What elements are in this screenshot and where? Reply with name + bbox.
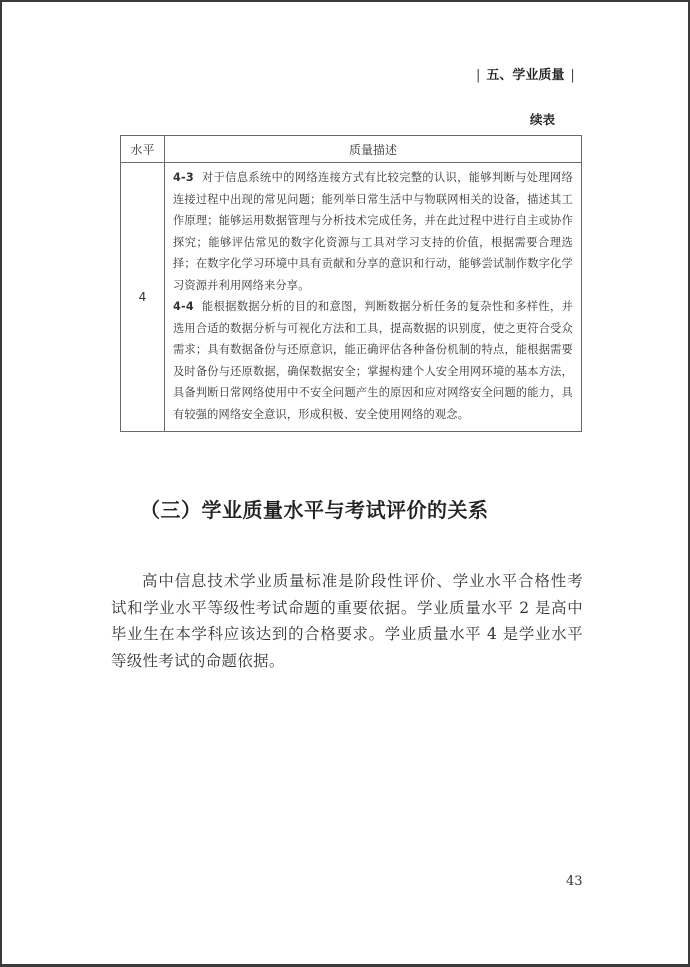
running-head-title: 五、学业质量	[486, 68, 565, 83]
item-text: 对于信息系统中的网络连接方式有比较完整的认识，能够判断与处理网络连接过程中出现的常见问题；能列举日常生活中与物联网相关的设备，描述其工作原理；能够运用数据管理与分析技术完成任务，并在此过程中进行自主或协作探究；能够评估常见的数字化资源与工具对学习支持的价值，根据需要合理选择；在数字化学习环境中具有贡献和分享的意识和行动，能够尝试制作数字化学习资源并利用网络来分享。	[173, 171, 573, 292]
quality-item-4-3	[173, 167, 573, 296]
running-head	[470, 64, 581, 83]
item-text: 能根据数据分析的目的和意图，判断数据分析任务的复杂性和多样性，并选用合适的数据分析与可视化方法和工具，提高数据的识别度，使之更符合受众需求；具有数据备份与还原意识，能正确评估各种备份机制的特点，能根据需要及时备份与还原数据，确保数据安全；掌握构建个人安全用网环境的基本方法，具备判断日常网络使用中不安全问题产生的原因和应对网络安全问题的能力，具有较强的网络安全意识，形成积极、安全使用网络的观念。	[173, 300, 573, 421]
table-row	[121, 163, 582, 432]
quality-item-4-4	[173, 296, 573, 425]
section-heading: （三）学业质量水平与考试评价的关系	[140, 498, 489, 522]
description-cell	[165, 163, 582, 432]
running-head-bar-right: |	[570, 68, 575, 83]
column-header-description: 质量描述	[165, 136, 582, 163]
level-cell: 4	[121, 163, 165, 432]
quality-table	[120, 135, 582, 432]
column-header-level: 水平	[121, 136, 165, 163]
item-code: 4-4	[173, 300, 194, 313]
table-continuation-label: 续表	[530, 112, 556, 127]
item-code: 4-3	[173, 171, 194, 184]
running-head-bar-left: |	[476, 68, 481, 83]
body-paragraph: 高中信息技术学业质量标准是阶段性评价、学业水平合格性考试和学业水平等级性考试命题的重要依据。学业质量水平 2 是高中毕业生在本学科应该达到的合格要求。学业质量水平 4 是学业水平等级性考试的命题依据。	[111, 572, 583, 670]
page-number: 43	[566, 874, 583, 889]
table-header-row	[121, 136, 582, 163]
